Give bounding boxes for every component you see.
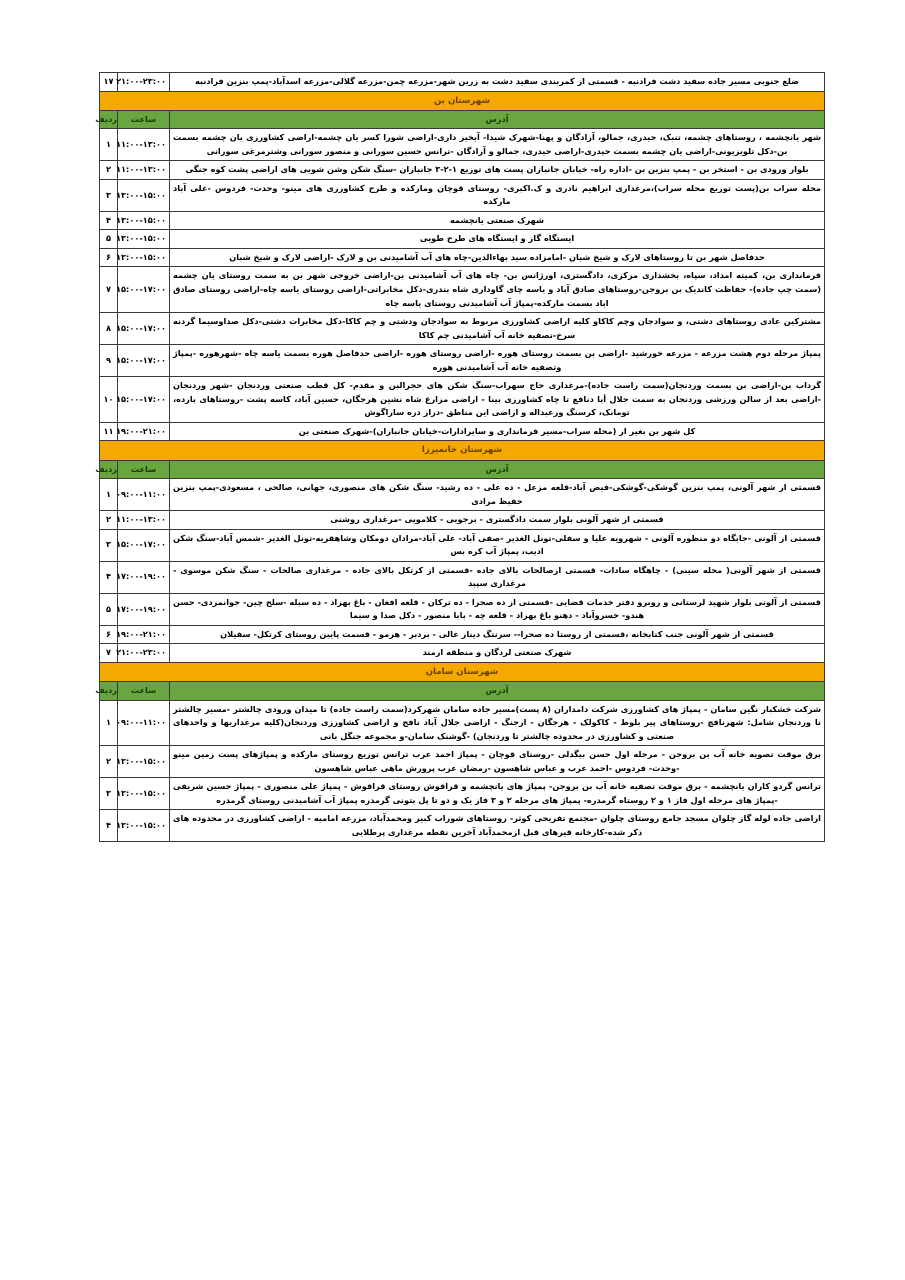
cell-address: مشترکین عادی روستاهای دشتی، و سوادجان وچم کاکاو کلیه اراضی کشاورزی مربوط به سوادجان ودشتی و چم کاکا-دکل مخابرات دشتی-دکل صداوسیما گردنه سرخ-تصفیه خانه آب آشامیدنی چم کاکا <box>170 313 825 345</box>
cell-index: ۳ <box>100 778 118 810</box>
cell-time: ۱۹:۰۰-۲۱:۰۰ <box>118 422 170 441</box>
column-header-row <box>100 460 825 479</box>
county-title: شهرستان خانمیرزا <box>100 441 825 460</box>
cell-address: قسمتی از شهر آلونی، پمپ بنزین گوشکی-گوشکی-فیض آباد-قلعه مزعل - ده علی - ده رشید- سنگ شکن های منصوری، جهانی، صالحی ، مسعودی-پمپ بنزین حفیظ مرادی <box>170 479 825 511</box>
cell-index: ۱۰ <box>100 377 118 423</box>
cell-time: ۱۱:۰۰-۱۳:۰۰ <box>118 161 170 180</box>
table-row <box>100 248 825 267</box>
cell-index: ۹ <box>100 345 118 377</box>
cell-address: اراضی جاده لوله گاز چلوان مسجد جامع روستای چلوان -مجتمع تفریحی کوثر- روستاهای شوراب کبیر ومحمدآباد، مزرعه امامیه - اراضی کشاورزی در محدوده های ذکر شده-کارخانه قیرهای قبل ازمحمدآباد آخرین نقطه مرغداری پرطلایی <box>170 810 825 842</box>
cell-time: ۱۵:۰۰-۱۷:۰۰ <box>118 377 170 423</box>
cell-index: ۱۱ <box>100 422 118 441</box>
cell-index: ۳ <box>100 529 118 561</box>
county-banner-row <box>100 441 825 460</box>
cell-address: محله سراب بن(پست توزیع محله سراب)،مرغداری ابراهیم نادری و ک.اکبری- روستای قوچان ومارکده و طرح کشاورزی های مینو- وحدت- فردوس -علی آباد مارکده <box>170 179 825 211</box>
cell-address: حدفاصل شهر بن تا روستاهای لارک و شیخ شبان -امامزاده سید بهاءالدین-چاه های آب آشامیدنی بن و لارک -اراضی لارک و شیخ شبان <box>170 248 825 267</box>
column-header-row <box>100 110 825 129</box>
cell-time: ۱۳:۰۰-۱۵:۰۰ <box>118 179 170 211</box>
column-header-address: آدرس <box>170 682 825 701</box>
cell-index: ۵ <box>100 230 118 249</box>
cell-index: ۴ <box>100 810 118 842</box>
county-title: شهرستان سامان <box>100 662 825 681</box>
cell-address: ضلع جنوبی مسیر جاده سفید دشت فرادنبه - قسمتی از کمربندی سفید دشت به زرین شهر-مزرعه چمن-مزرعه گلالی-مزرعه اسدآباد-پمپ بنزین فرادنبه <box>170 73 825 92</box>
cell-time: ۲۱:۰۰-۲۳:۰۰ <box>118 73 170 92</box>
cell-address: پمپاژ مرحله دوم هشت مزرعه - مزرعه خورشید -اراضی بن بسمت روستای هوره -اراضی روستای هوره -اراضی حدفاصل هوره بسمت یاسه چاه -شهرهوره -پمپاژ وتصفیه خانه آب آشامیدنی هوره <box>170 345 825 377</box>
column-header-row <box>100 682 825 701</box>
cell-time: ۱۳:۰۰-۱۵:۰۰ <box>118 211 170 230</box>
outage-schedule-table <box>95 72 825 842</box>
cell-time: ۱۱:۰۰-۱۳:۰۰ <box>118 129 170 161</box>
cell-address: قسمتی از شهر آلونی( محله سینی) - چاهگاه سادات- قسمتی ازصالحات بالای جاده -قسمتی از کرتکل بالای جاده - مرغداری صالحات - سنگ شکن موسوی - مرغداری سپید <box>170 561 825 593</box>
cell-address: قسمتی از شهر آلونی جنب کتابخانه ،قسمتی از روستا ده صحرا-- سرنتگ دینار عالی - بردبر - هرمو - قسمت پایین روستای کرتکل- سفیلان <box>170 625 825 644</box>
table-row <box>100 267 825 313</box>
cell-address: ترانس گردو کاران یانچشمه - برق موقت تصفیه خانه آب بن بروجن- پمپاژ های یانچشمه و قراقوش روستای قراقوش - پمپاژ علی منصوری - پمپاژ حسین شریفی -پمپاژ های مرحله اول فاز ۱ و ۲ روستاه گرمدره- پمپاژ های مرحله ۲ و ۳ فاز یک و دو تا پل بتونی گرمدره پمپاژ آب آشامیدنی روستای گرمدره <box>170 778 825 810</box>
cell-index: ۲ <box>100 511 118 530</box>
county-banner-row <box>100 662 825 681</box>
column-header-time: ساعت <box>118 110 170 129</box>
table-row <box>100 625 825 644</box>
cell-time: ۱۳:۰۰-۱۵:۰۰ <box>118 810 170 842</box>
table-row <box>100 313 825 345</box>
table-row <box>100 211 825 230</box>
cell-address: قسمتی از شهر آلونی بلوار سمت دادگستری - برجویی - کلامویی -مرغداری روشنی <box>170 511 825 530</box>
table-row <box>100 511 825 530</box>
cell-time: ۰۹:۰۰-۱۱:۰۰ <box>118 479 170 511</box>
cell-index: ۷ <box>100 644 118 663</box>
cell-index: ۸ <box>100 313 118 345</box>
cell-address: فرمانداری بن، کمیته امداد، سپاه، بخشداری مرکزی، دادگستری، اورژانس بن- چاه های آب آشامیدنی بن-اراضی خروجی شهر بن به سمت روستای یان چشمه (سمت چپ جاده)- حفاظت کاندیک بن بروجن-روستاهای صادق آباد و یاسه چای گاوداری شاه بندری-دکل مخابراتی-اراضی روستای یاسه چاه-اراضی روستای صادق اباد بسمت مارکده-پمپاژ آب آشامیدنی روستای یاسه چاه <box>170 267 825 313</box>
table-row <box>100 377 825 423</box>
cell-index: ۱ <box>100 479 118 511</box>
cell-address: قسمتی از آلونی بلوار شهید لرستانی و روبرو دفتر خدمات قضایی -قسمتی از ده صحرا - ده ترکان - قلعه افغان - باغ بهزاد - ده سیله -سلح چین- جوانمردی- حسن هندو- خسروآباد - دهنو باغ بهزاد - قلعه چه - بابا منصور - دکل صدا و سیما <box>170 593 825 625</box>
cell-index: ۱ <box>100 129 118 161</box>
table-row <box>100 129 825 161</box>
cell-time: ۱۳:۰۰-۱۵:۰۰ <box>118 778 170 810</box>
cell-time: ۱۹:۰۰-۲۱:۰۰ <box>118 625 170 644</box>
cell-index: ۱ <box>100 700 118 746</box>
table-row <box>100 230 825 249</box>
county-banner-row <box>100 91 825 110</box>
table-row-continuation <box>100 73 825 92</box>
cell-time: ۱۷:۰۰-۱۹:۰۰ <box>118 561 170 593</box>
column-header-time: ساعت <box>118 682 170 701</box>
column-header-time: ساعت <box>118 460 170 479</box>
cell-index: ۶ <box>100 625 118 644</box>
cell-time: ۱۵:۰۰-۱۷:۰۰ <box>118 313 170 345</box>
cell-time: ۱۳:۰۰-۱۵:۰۰ <box>118 746 170 778</box>
cell-index: ۲ <box>100 746 118 778</box>
cell-index: ۳ <box>100 179 118 211</box>
cell-index: ۶ <box>100 248 118 267</box>
cell-index: ۴ <box>100 211 118 230</box>
column-header-index: ردیف <box>100 682 118 701</box>
cell-address: برق موقت تصویه خانه آب بن بروجن - مرحله اول حسن بیگدلی -روستای قوچان - پمپاژ احمد عرب ترانس توزیع روستای مارکده و پمپاژهای پست زمین مینو -وحدت- فردوس -احمد عرب و عباس شاهسون -رمضان عرب پرورش ماهی عباس شاهسون <box>170 746 825 778</box>
cell-address: شهرک صنعتی یانچشمه <box>170 211 825 230</box>
cell-address: بلوار ورودی بن - استخر بن - پمپ بنزین بن -اداره راه- خیابان جانبازان پست های توزیع ۱-۲-۳ جانبازان -سنگ شکن وشن شویی های اراضی پشت کوه جنگی <box>170 161 825 180</box>
cell-time: ۰۹:۰۰-۱۱:۰۰ <box>118 700 170 746</box>
table-row <box>100 810 825 842</box>
cell-index: ۲ <box>100 161 118 180</box>
table-row <box>100 161 825 180</box>
table-row <box>100 644 825 663</box>
table-row <box>100 700 825 746</box>
cell-address: شهرک صنعتی لردگان و منطقه ارمند <box>170 644 825 663</box>
cell-address: کل شهر بن بغیر از (محله سراب-مسیر فرمانداری و سایرادارات-خیابان جانبازان)-شهرک صنعتی بن <box>170 422 825 441</box>
cell-time: ۱۱:۰۰-۱۳:۰۰ <box>118 511 170 530</box>
table-row <box>100 529 825 561</box>
cell-address: شرکت خشکبار نگین سامان - پمپاژ های کشاورزی شرکت دامداران (۸ پست)مسیر جاده سامان شهرکرد(سمت راست جاده) تا میدان ورودی چالشتر -مسیر چالشتر تا وردنجان شامل: شهرنافچ -روستاهای پیر بلوط - کاکولک - هرجگان - ارجنگ - اراضی جلال آباد نافج و اراضی کشاورزی وردنجان(کلیه مرغداریها و واحدهای صنعتی و کشاورزی در محدوده چالشتر تا وردنجان) -گوشنک سامان-و مجموعه جنگل بانی <box>170 700 825 746</box>
cell-address: گرداب بن-اراضی بن بسمت وردنجان(سمت راست جاده)-مرغداری حاج سهراب-سنگ شکن های حجرالبن و مقدم- کل قطب صنعتی وردنجان -شهر وردنجان -اراضی بعد از سالن ورزشی وردنجان به سمت جلال أبا دنافع تا چاه کشاورزی بینا - اراضی مزارع شاه نشین هرجگان، حسین آباد، کاسه پشت -روستاهای بارده، تومانک، کرسنگ ورعبداله و اراضی این مناطق -دراز دره ساراگوش <box>170 377 825 423</box>
table-row <box>100 422 825 441</box>
table-row <box>100 561 825 593</box>
column-header-address: آدرس <box>170 460 825 479</box>
table-row <box>100 345 825 377</box>
cell-time: ۱۵:۰۰-۱۷:۰۰ <box>118 267 170 313</box>
cell-time: ۱۳:۰۰-۱۵:۰۰ <box>118 248 170 267</box>
table-row <box>100 179 825 211</box>
cell-index: ۴ <box>100 561 118 593</box>
column-header-index: ردیف <box>100 110 118 129</box>
cell-time: ۱۵:۰۰-۱۷:۰۰ <box>118 529 170 561</box>
cell-address: شهر یانچشمه ، روستاهای چشمه، تنبک، حیدری، جمالو، آزادگان و پهنا-شهرک شیدا- آبخیز داری-اراضی شورا کسر یان چشمه-اراضی کشاورزی یان چشمه بسمت بن-دکل تلویزیونی-اراضی یان چشمه بسمت حیدری-اراضی حیدری، جمالو و آزادگان -ترانس حسین سورانی و منصور سورانی وشترمرغی سورانی <box>170 129 825 161</box>
cell-address: ایستگاه گاز و ایستگاه های طرح طوبی <box>170 230 825 249</box>
county-title: شهرستان بن <box>100 91 825 110</box>
column-header-index: ردیف <box>100 460 118 479</box>
cell-time: ۱۳:۰۰-۱۵:۰۰ <box>118 230 170 249</box>
cell-index: ۵ <box>100 593 118 625</box>
table-row <box>100 778 825 810</box>
cell-index: ۷ <box>100 267 118 313</box>
table-row <box>100 593 825 625</box>
cell-address: قسمتی از آلونی -جایگاه دو منظوره آلونی - شهرویه علیا و سفلی-تونل الغدیر -صفی آباد- علی آباد-مرادان دومکان وشاهقریه-تونل الغدیر -شمس آباد-سنگ شکن ادیب، پمپاژ آب کره بس <box>170 529 825 561</box>
cell-time: ۱۵:۰۰-۱۷:۰۰ <box>118 345 170 377</box>
table-row <box>100 746 825 778</box>
cell-time: ۱۷:۰۰-۱۹:۰۰ <box>118 593 170 625</box>
cell-index: ۱۷ <box>100 73 118 92</box>
cell-time: ۲۱:۰۰-۲۳:۰۰ <box>118 644 170 663</box>
column-header-address: آدرس <box>170 110 825 129</box>
table-row <box>100 479 825 511</box>
